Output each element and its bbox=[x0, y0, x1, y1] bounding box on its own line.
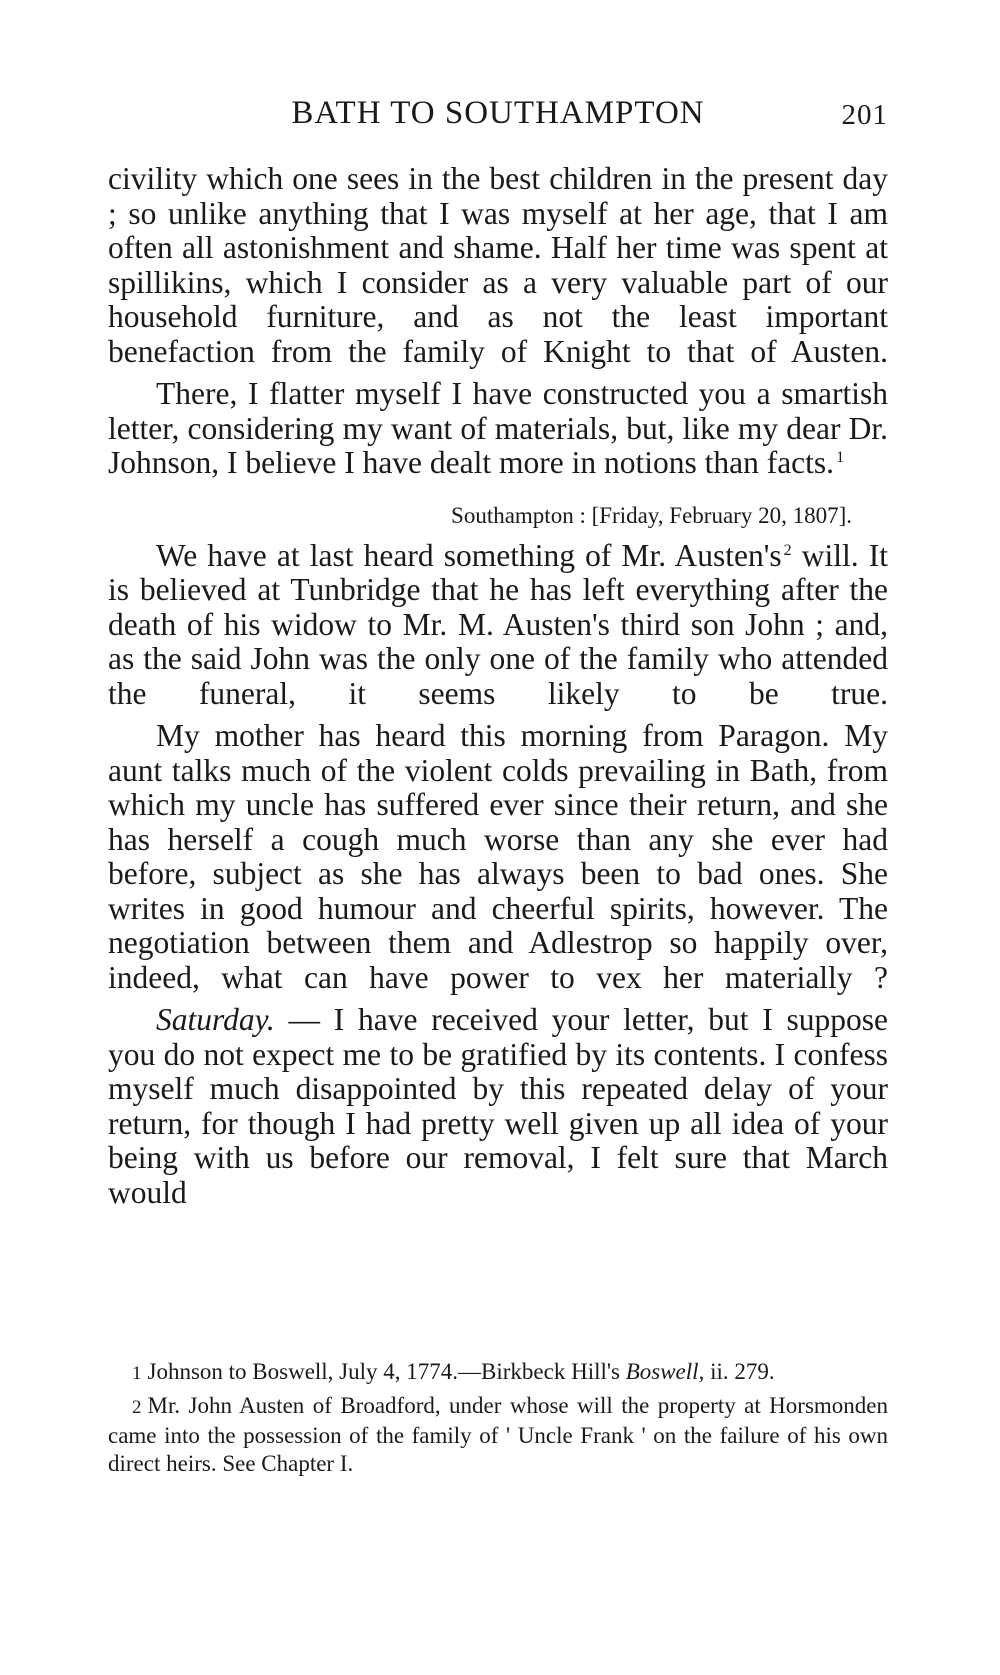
paragraph-4: My mother has heard this morning from Paragon. My aunt talks much of the violent colds prevailing in Bath, from which my uncle has suffered ever since their return, and she has herself a cough much worse than any she ever had before, subject as she has always been to bad ones. She writes in good humour and cheerful spirits, however. The negotiation between them and Adlestrop so happily over, indeed, what can have power to vex her materially ? bbox=[108, 718, 888, 995]
footnote-1-text-b: ii. 279. bbox=[704, 1359, 775, 1384]
footnote-1-title: Boswell, bbox=[625, 1359, 705, 1384]
footnote-2 bbox=[108, 1392, 888, 1478]
running-head bbox=[108, 88, 888, 138]
paragraph-2-text: There, I flatter myself I have constructed you a smartish letter, considering my want of materials, but, like my dear Dr. Johnson, I believe I have dealt more in notions than facts. bbox=[108, 376, 888, 480]
paragraph-3-text-a: We have at last heard something of Mr. Austen's bbox=[156, 537, 782, 573]
footnote-1 bbox=[108, 1358, 888, 1388]
day-heading: Saturday. bbox=[156, 1002, 275, 1037]
footnote-1-mark: 1 bbox=[132, 1363, 142, 1384]
paragraph-3 bbox=[108, 539, 888, 712]
footnote-1-text-a: Johnson to Boswell, July 4, 1774.—Birkbeck Hill's bbox=[147, 1359, 626, 1384]
footnote-ref-2: 2 bbox=[783, 541, 792, 559]
footnotes bbox=[108, 1358, 888, 1482]
dash: — bbox=[274, 1002, 334, 1037]
footnote-2-mark: 2 bbox=[132, 1397, 142, 1418]
running-title: BATH TO SOUTHAMPTON bbox=[291, 95, 705, 131]
letter-dateline: Southampton : [Friday, February 20, 1807]. bbox=[451, 502, 852, 528]
footnote-ref-1: 1 bbox=[836, 449, 845, 466]
paragraph-5 bbox=[108, 1003, 888, 1210]
page-number: 201 bbox=[841, 99, 888, 131]
paragraph-3-text-b: will. It is believed at Tunbridge that he has left everything after the death of his widow to Mr. M. Austen's third son John ; and, as the said John was the only one of the family who attended the funeral, it seems likely to be true. bbox=[108, 537, 888, 711]
paragraph-1: civility which one sees in the best children in the present day ; so unlike anything that I was myself at her age, that I am often all astonishment and shame. Half her time was spent at spillikins, which I consider as a very valuable part of our household furniture, and as not the least important benefaction from the family of Knight to that of Austen. bbox=[108, 161, 888, 369]
main-text bbox=[108, 162, 888, 1218]
paragraph-5-text: I have received your letter, but I suppose you do not expect me to be gratified by its contents. I confess myself much disappointed by this repeated delay of your return, for though I had pretty well given up all idea of your being with us before our removal, I felt sure that March would bbox=[108, 1002, 889, 1210]
paragraph-2 bbox=[108, 377, 888, 481]
footnote-2-text: Mr. John Austen of Broadford, under whose will the property at Horsmonden came into the possession of the family of ' Uncle Frank ' on the failure of his own direct heirs. See Chapter I. bbox=[108, 1393, 888, 1476]
